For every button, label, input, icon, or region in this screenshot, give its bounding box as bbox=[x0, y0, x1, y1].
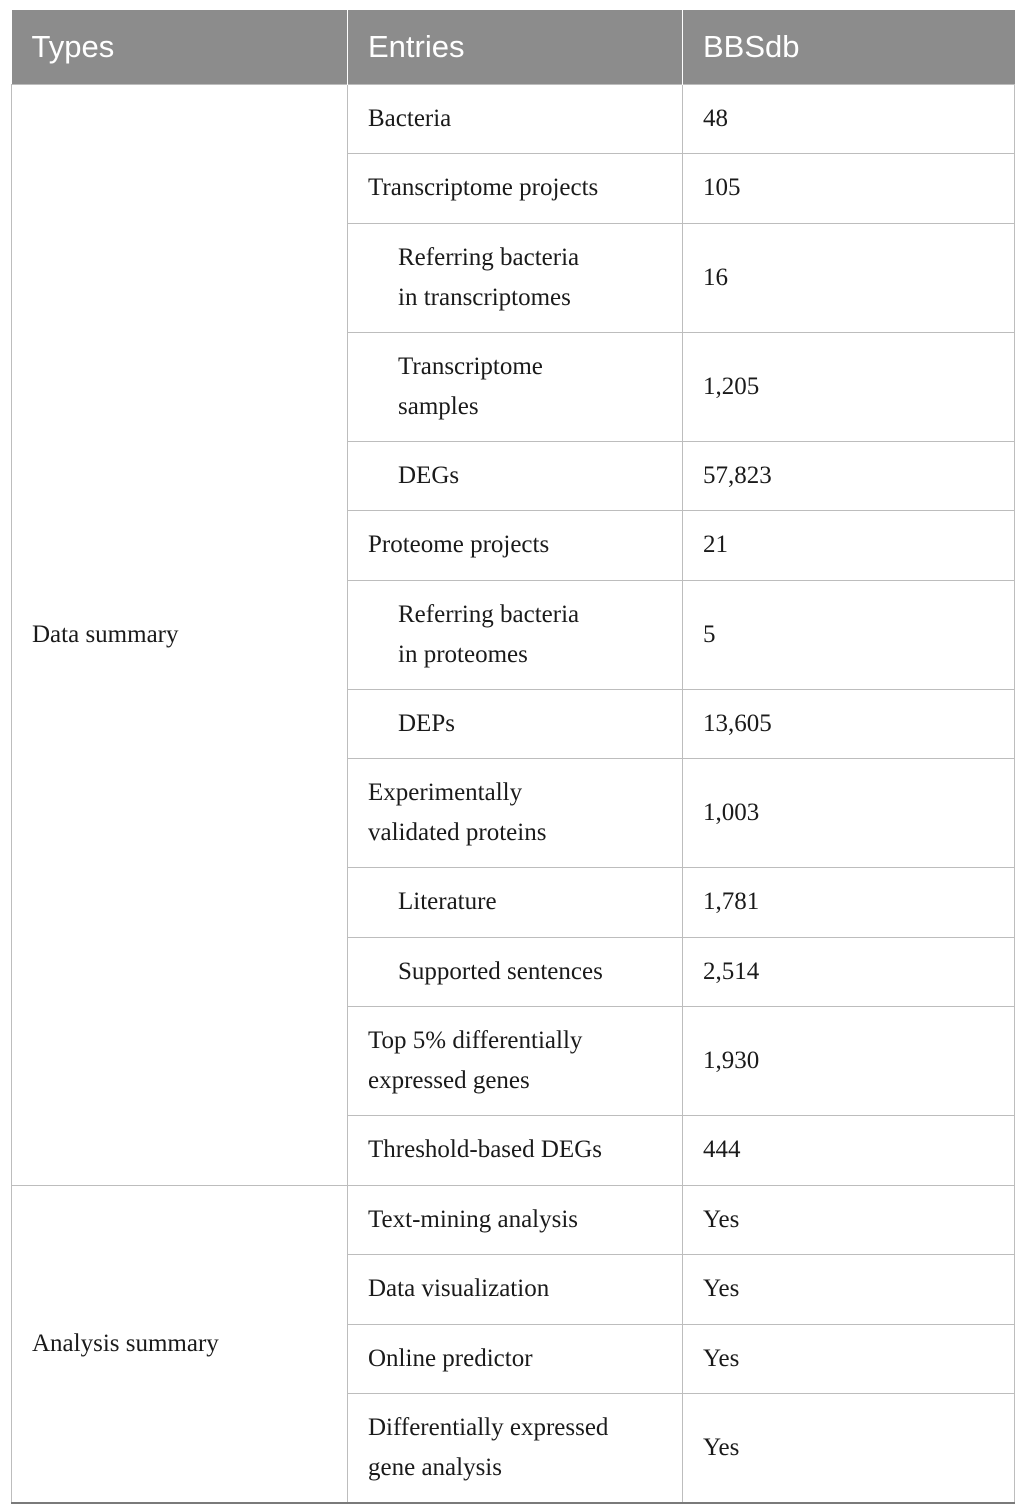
header-row bbox=[12, 10, 1015, 84]
value-cell: 5 bbox=[683, 580, 1015, 689]
summary-table bbox=[11, 10, 1015, 1504]
value-cell: 48 bbox=[683, 84, 1015, 154]
value-cell: 105 bbox=[683, 154, 1015, 224]
value-cell: 13,605 bbox=[683, 689, 1015, 759]
entry-cell: Threshold-based DEGs bbox=[348, 1116, 683, 1186]
header-bbsdb: BBSdb bbox=[683, 10, 1015, 84]
entry-cell: Proteome projects bbox=[348, 511, 683, 581]
value-cell: 1,205 bbox=[683, 332, 1015, 441]
summary-table-container bbox=[11, 10, 1014, 1504]
entry-cell: DEGs bbox=[348, 441, 683, 511]
value-cell: 57,823 bbox=[683, 441, 1015, 511]
entry-cell: Top 5% differentially expressed genes bbox=[348, 1007, 683, 1116]
header-entries: Entries bbox=[348, 10, 683, 84]
value-cell: 1,003 bbox=[683, 759, 1015, 868]
value-cell: 444 bbox=[683, 1116, 1015, 1186]
value-cell: Yes bbox=[683, 1185, 1015, 1255]
table-body bbox=[12, 84, 1015, 1503]
entry-cell: Differentially expressed gene analysis bbox=[348, 1394, 683, 1503]
value-cell: 2,514 bbox=[683, 937, 1015, 1007]
header-types: Types bbox=[12, 10, 348, 84]
value-cell: 16 bbox=[683, 223, 1015, 332]
entry-cell: Transcriptome projects bbox=[348, 154, 683, 224]
table-row bbox=[12, 84, 1015, 154]
value-cell: Yes bbox=[683, 1324, 1015, 1394]
value-cell: 1,930 bbox=[683, 1007, 1015, 1116]
entry-cell: Supported sentences bbox=[348, 937, 683, 1007]
entry-cell: Experimentally validated proteins bbox=[348, 759, 683, 868]
value-cell: 21 bbox=[683, 511, 1015, 581]
entry-cell: Bacteria bbox=[348, 84, 683, 154]
entry-cell: Referring bacteria in proteomes bbox=[348, 580, 683, 689]
entry-cell: DEPs bbox=[348, 689, 683, 759]
entry-cell: Referring bacteria in transcriptomes bbox=[348, 223, 683, 332]
entry-cell: Online predictor bbox=[348, 1324, 683, 1394]
type-cell: Data summary bbox=[12, 84, 348, 1185]
value-cell: Yes bbox=[683, 1255, 1015, 1325]
table-row bbox=[12, 1185, 1015, 1255]
value-cell: 1,781 bbox=[683, 868, 1015, 938]
entry-cell: Literature bbox=[348, 868, 683, 938]
table-header bbox=[12, 10, 1015, 84]
entry-cell: Text-mining analysis bbox=[348, 1185, 683, 1255]
type-cell: Analysis summary bbox=[12, 1185, 348, 1503]
value-cell: Yes bbox=[683, 1394, 1015, 1503]
entry-cell: Transcriptome samples bbox=[348, 332, 683, 441]
entry-cell: Data visualization bbox=[348, 1255, 683, 1325]
